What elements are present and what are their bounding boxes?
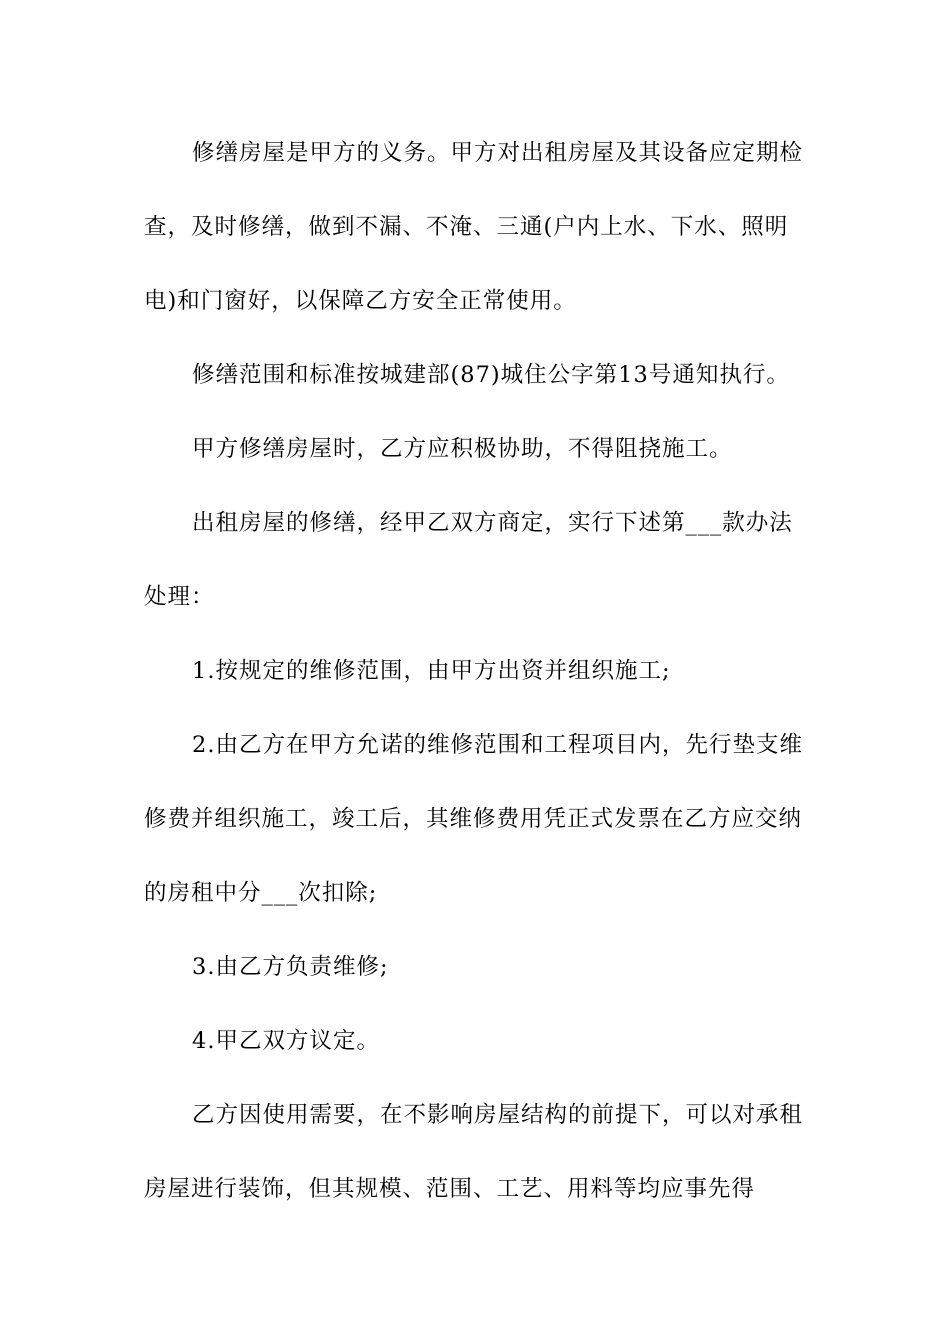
paragraph-tenant-assist: 甲方修缮房屋时，乙方应积极协助，不得阻挠施工。 [192,436,733,462]
paragraph-repair-standard: 修缮范围和标准按城建部(87)城住公字第13号通知执行。 [192,362,790,388]
paragraph-decoration: 乙方因使用需要，在不影响房屋结构的前提下，可以对承租房屋进行装饰，但其规模、范围、工艺、用料等均应事先得 [144,1102,804,1202]
list-item-option-2: 2.由乙方在甲方允诺的维修范围和工程项目内，先行垫支维修费并组织施工，竣工后，其维修费用凭正式发票在乙方应交纳的房租中分___次扣除; [144,732,803,906]
list-item-option-1: 1.按规定的维修范围，由甲方出资并组织施工; [192,658,671,684]
list-item-option-3: 3.由乙方负责维修; [192,954,389,980]
paragraph-repair-method: 出租房屋的修缮，经甲乙双方商定，实行下述第___款办法处理： [144,510,793,610]
document-body [144,116,808,1226]
list-item-option-4: 4.甲乙双方议定。 [192,1028,380,1054]
paragraph-repair-duty: 修缮房屋是甲方的义务。甲方对出租房屋及其设备应定期检查，及时修缮，做到不漏、不淹、三通(户内上水、下水、照明电)和门窗好，以保障乙方安全正常使用。 [144,140,804,314]
